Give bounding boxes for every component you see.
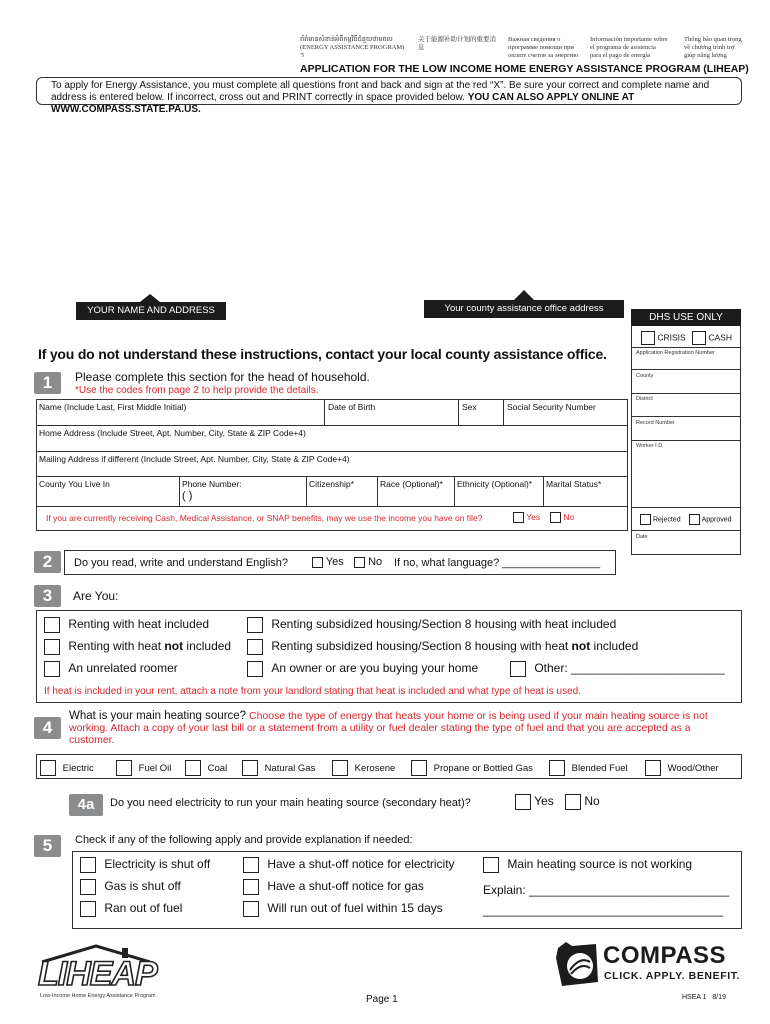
secondary-heat-no-checkbox[interactable] <box>565 794 581 810</box>
section-2-number: 2 <box>34 551 61 573</box>
heat-wood-other-checkbox[interactable] <box>645 760 661 776</box>
sex-field[interactable]: Sex <box>462 402 477 412</box>
lang-notice-vietnamese: Thông báo quan trọng về chương trình trợ giúp năng lượng <box>684 36 742 59</box>
dhs-date: Date <box>636 534 648 540</box>
name-field[interactable]: Name (Include Last, First Middle Initial) <box>39 402 187 412</box>
mailing-address-field[interactable]: Mailing Address if different (Include Street, Apt. Number, City, State & ZIP Code+4) <box>39 454 350 464</box>
option-other <box>510 661 725 677</box>
compass-tagline: CLICK. APPLY. BENEFIT. <box>604 970 741 982</box>
option-ran-out-of-fuel: Ran out of fuel <box>80 901 182 917</box>
dhs-cash: CASH <box>692 331 732 345</box>
liheap-tagline: Low-Income Home Energy Assistance Program <box>40 993 156 999</box>
option-subsidized-heat-included: Renting subsidized housing/Section 8 housing with heat included <box>247 617 616 633</box>
liheap-logo-text: LIHEAP <box>38 955 157 993</box>
renting-heat-not-included-checkbox[interactable] <box>44 639 60 655</box>
english-no: No <box>354 556 382 568</box>
heat-fuel-oil-checkbox[interactable] <box>116 760 132 776</box>
english-yes: Yes <box>312 556 344 568</box>
explain-line-2[interactable]: ____________________________________ <box>483 903 724 917</box>
contact-notice: If you do not understand these instructions, contact your local county assistance office. <box>38 346 607 362</box>
home-address-field[interactable]: Home Address (Include Street, Apt. Number, City, State & ZIP Code+4) <box>39 428 306 438</box>
heat-electric: Electric <box>40 760 94 776</box>
instructions-online: YOU CAN ALSO APPLY ONLINE AT WWW.COMPASS.STATE.PA.US. <box>51 92 635 115</box>
option-renting-heat-included: Renting with heat included <box>44 617 209 633</box>
section-1-note: *Use the codes from page 2 to help provide the details. <box>75 385 319 396</box>
section-1-number: 1 <box>34 372 61 394</box>
dob-field[interactable]: Date of Birth <box>328 402 376 412</box>
lang-notice-khmer: ព័ត៌មានសំខាន់អំពីកម្មវិធីជំនួយថាមពល (ENERGY ASSISTANCE PROGRAM) ។ <box>300 36 405 59</box>
approved-checkbox[interactable] <box>689 514 700 525</box>
county-field[interactable]: County You Live In <box>39 479 110 489</box>
heat-natural-gas: Natural Gas <box>242 760 315 776</box>
income-yes: Yes <box>513 512 540 523</box>
page-number: Page 1 <box>366 994 398 1005</box>
section-1-heading: Please complete this section for the head of household. <box>75 370 370 384</box>
subsidized-heat-not-included-checkbox[interactable] <box>247 639 263 655</box>
heat-fuel-oil: Fuel Oil <box>116 760 171 776</box>
heat-blended-fuel: Blended Fuel <box>549 760 628 776</box>
dhs-county: County <box>636 373 654 379</box>
section-4-number: 4 <box>34 717 61 739</box>
ssn-field[interactable]: Social Security Number <box>507 402 596 412</box>
english-no-checkbox[interactable] <box>354 557 365 568</box>
heat-coal: Coal <box>185 760 227 776</box>
heat-kerosene-checkbox[interactable] <box>332 760 348 776</box>
income-no: No <box>550 512 574 523</box>
dhs-crisis: CRISIS <box>641 331 686 345</box>
option-heating-not-working: Main heating source is not working <box>483 857 692 873</box>
heating-not-working-checkbox[interactable] <box>483 857 499 873</box>
heat-wood-other: Wood/Other <box>645 760 719 776</box>
dhs-worker-id: Worker I.D. <box>636 443 664 449</box>
section-3-heading: Are You: <box>73 589 119 603</box>
option-shutoff-notice-gas: Have a shut-off notice for gas <box>243 879 424 895</box>
heat-electric-checkbox[interactable] <box>40 760 56 776</box>
name-address-label: YOUR NAME AND ADDRESS <box>87 305 215 316</box>
dhs-record-number: Record Number <box>636 420 675 426</box>
race-field[interactable]: Race (Optional)* <box>380 479 443 489</box>
option-renting-heat-not-included: Renting with heat not included <box>44 639 231 655</box>
income-no-checkbox[interactable] <box>550 512 561 523</box>
secondary-heat-question: Do you need electricity to run your main heating source (secondary heat)? <box>110 797 471 809</box>
shutoff-notice-electricity-checkbox[interactable] <box>243 857 259 873</box>
run-out-15-days-checkbox[interactable] <box>243 901 259 917</box>
ethnicity-field[interactable]: Ethnicity (Optional)* <box>457 479 533 489</box>
language-field[interactable]: If no, what language? ________________ <box>394 557 601 569</box>
heat-propane-checkbox[interactable] <box>411 760 427 776</box>
income-question: If you are currently receiving Cash, Medical Assistance, or SNAP benefits, may we use the income you have on file? <box>46 513 483 523</box>
unrelated-roomer-checkbox[interactable] <box>44 661 60 677</box>
lang-notice-spanish: Información importante sobre el programa de asistencia para el pago de energía <box>590 36 668 59</box>
heat-included-note: If heat is included in your rent, attach a note from your landlord stating that heat is included and what type of heat is used. <box>44 686 581 697</box>
english-question: Do you read, write and understand English? <box>74 557 289 569</box>
form-id: HSEA 1 8/19 <box>682 994 726 1001</box>
instructions-text: To apply for Energy Assistance, you must complete all questions front and back and sign at the red “X”. Be sure your correct and complete name and address is entered below. If incorrect, cross out and PRINT correctly in space provided below. <box>51 80 710 103</box>
option-electricity-shut-off: Electricity is shut off <box>80 857 210 873</box>
section-5-heading: Check if any of the following apply and provide explanation if needed: <box>75 834 413 846</box>
cash-checkbox[interactable] <box>692 331 706 345</box>
citizenship-field[interactable]: Citizenship* <box>309 479 354 489</box>
heat-coal-checkbox[interactable] <box>185 760 201 776</box>
dhs-district: District <box>636 396 653 402</box>
secondary-heat-yes-checkbox[interactable] <box>515 794 531 810</box>
heating-source-question: What is your main heating source? Choose the type of energy that heats your home or is being used if your main heating source is not working. Attach a copy of your last bill or a statement from a utility or fuel dealer stating the type of fuel and that you are accepted as a customer. <box>69 710 708 746</box>
county-office-label: Your county assistance office address <box>444 303 604 314</box>
heat-blended-fuel-checkbox[interactable] <box>549 760 565 776</box>
compass-logo-icon <box>552 938 602 990</box>
rejected-checkbox[interactable] <box>640 514 651 525</box>
secondary-heat-yes: Yes <box>515 794 554 810</box>
other-checkbox[interactable] <box>510 661 526 677</box>
electricity-shut-off-checkbox[interactable] <box>80 857 96 873</box>
section-3-number: 3 <box>34 585 61 607</box>
heat-kerosene: Kerosene <box>332 760 395 776</box>
explain-field[interactable]: Explain: ______________________________ <box>483 883 730 897</box>
ran-out-of-fuel-checkbox[interactable] <box>80 901 96 917</box>
dhs-app-reg-number: Application Registration Number <box>636 350 715 356</box>
instructions-box <box>36 77 742 115</box>
page-title: APPLICATION FOR THE LOW INCOME HOME ENERGY ASSISTANCE PROGRAM (LIHEAP) <box>300 63 749 75</box>
section-5-number: 5 <box>34 835 61 857</box>
option-unrelated-roomer: An unrelated roomer <box>44 661 178 677</box>
heat-propane: Propane or Bottled Gas <box>411 760 533 776</box>
option-shutoff-notice-electricity: Have a shut-off notice for electricity <box>243 857 455 873</box>
dhs-rejected: Rejected <box>640 514 681 525</box>
renting-heat-included-checkbox[interactable] <box>44 617 60 633</box>
dhs-title: DHS USE ONLY <box>631 309 741 326</box>
section-4a-number: 4a <box>69 794 103 816</box>
option-owner: An owner or are you buying your home <box>247 661 478 677</box>
owner-checkbox[interactable] <box>247 661 263 677</box>
shutoff-notice-gas-checkbox[interactable] <box>243 879 259 895</box>
option-subsidized-heat-not-included: Renting subsidized housing/Section 8 housing with heat not included <box>247 639 638 655</box>
subsidized-heat-included-checkbox[interactable] <box>247 617 263 633</box>
dhs-approved: Approved <box>689 514 732 525</box>
lang-notice-russian: Важная сведения о программе помощи при оплате счетов за энергию <box>508 36 579 59</box>
crisis-checkbox[interactable] <box>641 331 655 345</box>
other-field[interactable]: Other: _______________________ <box>534 661 725 676</box>
compass-logo-text: COMPASS <box>603 942 727 969</box>
english-yes-checkbox[interactable] <box>312 557 323 568</box>
marital-status-field[interactable]: Marital Status* <box>546 479 602 489</box>
phone-field[interactable]: Phone Number: ( ) <box>182 479 242 502</box>
lang-notice-chinese: 关于能源补助计划的重要消息 <box>418 36 496 51</box>
heat-natural-gas-checkbox[interactable] <box>242 760 258 776</box>
secondary-heat-no: No <box>565 794 600 810</box>
income-yes-checkbox[interactable] <box>513 512 524 523</box>
option-run-out-15-days: Will run out of fuel within 15 days <box>243 901 443 917</box>
option-gas-shut-off: Gas is shut off <box>80 879 181 895</box>
gas-shut-off-checkbox[interactable] <box>80 879 96 895</box>
